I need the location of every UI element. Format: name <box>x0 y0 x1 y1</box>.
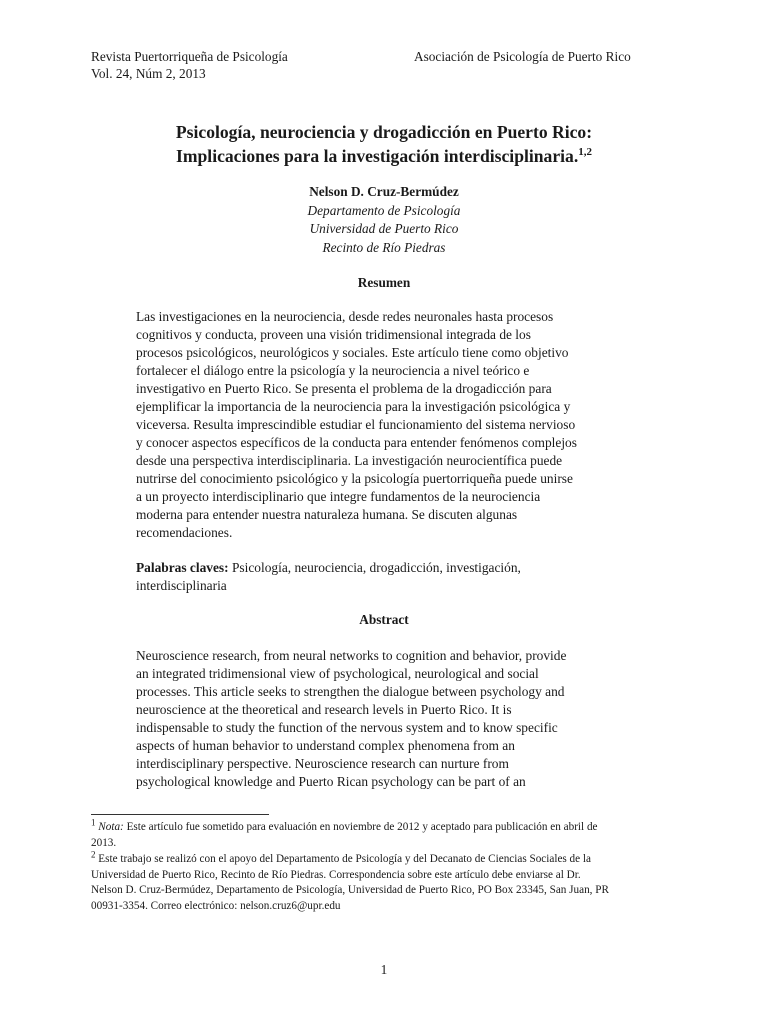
author-department: Departamento de Psicología <box>307 202 461 218</box>
footnote-rule <box>91 814 269 815</box>
footnote-2-line-2: Universidad de Puerto Rico, Recinto de Río Piedras. Correspondencia sobre este artículo debe enviarse al Dr. <box>91 868 581 881</box>
footnote-2-line-1 <box>91 849 671 868</box>
running-header-association: Asociación de Psicología de Puerto Rico <box>414 49 631 64</box>
author-university: Universidad de Puerto Rico <box>309 221 459 236</box>
footnote-2-mark: 2 <box>91 849 96 860</box>
abstract-line: psychological knowledge and Puerto Rican psychology can be part of an <box>136 774 526 789</box>
footnote-1 <box>91 817 671 851</box>
footnote-1-text: Este artículo fue sometido para evaluación en noviembre de 2012 y aceptado para publicación en abril de <box>126 821 598 833</box>
running-header-volume: Vol. 24, Núm 2, 2013 <box>91 66 206 81</box>
footnote-2-line-3: Nelson D. Cruz-Bermúdez, Departamento de Psicología, Universidad de Puerto Rico, PO Box 23345, San Juan, PR <box>91 884 609 896</box>
abstract-line: indispensable to study the function of the nervous system and to know specific <box>136 720 558 735</box>
resumen-line: recomendaciones. <box>136 525 233 540</box>
footnote-2-line-4: 00931-3354. Correo electrónico: nelson.cruz6@upr.edu <box>91 899 341 912</box>
title-line-2-text: Implicaciones para la investigación interdisciplinaria. <box>176 146 579 166</box>
footnote-1-line-1 <box>91 817 671 836</box>
abstract-heading: Abstract <box>359 612 409 627</box>
resumen-line: viceversa. Resulta imprescindible estudiar el funcionamiento del sistema nervioso <box>136 417 576 432</box>
author-block <box>0 183 768 257</box>
abstract-line: aspects of human behavior to understand complex phenomena from an <box>136 738 515 753</box>
keywords-line-1 <box>136 559 636 577</box>
resumen-line: fortalecer el diálogo entre la psicología y la neurociencia a nivel teórico e <box>136 363 530 378</box>
resumen-line: a un proyecto interdisciplinario que integre fundamentos de la neurociencia <box>136 489 541 504</box>
resumen-line: cognitivos y conducta, proveen una visión tridimensional integrada de los <box>136 327 531 342</box>
resumen-body <box>136 308 636 542</box>
resumen-line: investigativo en Puerto Rico. Se presenta el problema de la drogadicción para <box>136 381 552 396</box>
resumen-line: procesos psicológicos, neurológicos y sociales. Este artículo tiene como objetivo <box>136 345 569 360</box>
resumen-line: y conocer aspectos específicos de la conducta para entender fenómenos complejos <box>136 435 577 450</box>
keywords-label: Palabras claves: <box>136 560 229 575</box>
title-footnote-marks: 1,2 <box>578 146 592 159</box>
keywords <box>136 559 636 595</box>
paper-title <box>0 120 768 168</box>
page-number: 1 <box>380 962 388 977</box>
footnote-1-mark: 1 <box>91 817 96 828</box>
footnote-2 <box>91 849 671 914</box>
resumen-line: desde una perspectiva interdisciplinaria. La investigación neurocientífica puede <box>136 453 563 468</box>
resumen-line: Las investigaciones en la neurociencia, desde redes neuronales hasta procesos <box>136 309 554 324</box>
footnote-1-line-2: 2013. <box>91 836 117 849</box>
footnote-2-text: Este trabajo se realizó con el apoyo del Departamento de Psicología y del Decanato de Ciencias Sociales de la <box>98 853 591 865</box>
running-header-journal: Revista Puertorriqueña de Psicología <box>91 49 288 64</box>
resumen-line: nutrirse del conocimiento psicológico y la psicología puertorriqueña puede unirse <box>136 471 573 486</box>
resumen-line: ejemplificar la importancia de la neurociencia para la investigación psicológica y <box>136 399 571 414</box>
abstract-line: processes. This article seeks to strengthen the dialogue between psychology and <box>136 684 565 699</box>
abstract-line: Neuroscience research, from neural networks to cognition and behavior, provide <box>136 648 567 663</box>
keywords-line-2: interdisciplinaria <box>136 578 227 593</box>
footnote-1-label: Nota: <box>98 821 124 833</box>
abstract-line: interdisciplinary perspective. Neuroscience research can nurture from <box>136 756 509 771</box>
abstract-body <box>136 647 636 791</box>
title-line-1: Psicología, neurociencia y drogadicción en Puerto Rico: <box>175 122 593 142</box>
resumen-line: moderna para entender nuestra naturaleza humana. Se discuten algunas <box>136 507 518 522</box>
resumen-heading: Resumen <box>357 275 411 290</box>
abstract-line: an integrated tridimensional view of psychological, neurological and social <box>136 666 539 681</box>
author-name: Nelson D. Cruz-Bermúdez <box>309 184 459 199</box>
author-campus: Recinto de Río Piedras <box>322 239 446 255</box>
keywords-list: Psicología, neurociencia, drogadicción, investigación, <box>231 560 521 575</box>
abstract-line: neuroscience at the theoretical and research levels in Puerto Rico. It is <box>136 702 512 717</box>
title-line-2 <box>0 144 768 168</box>
